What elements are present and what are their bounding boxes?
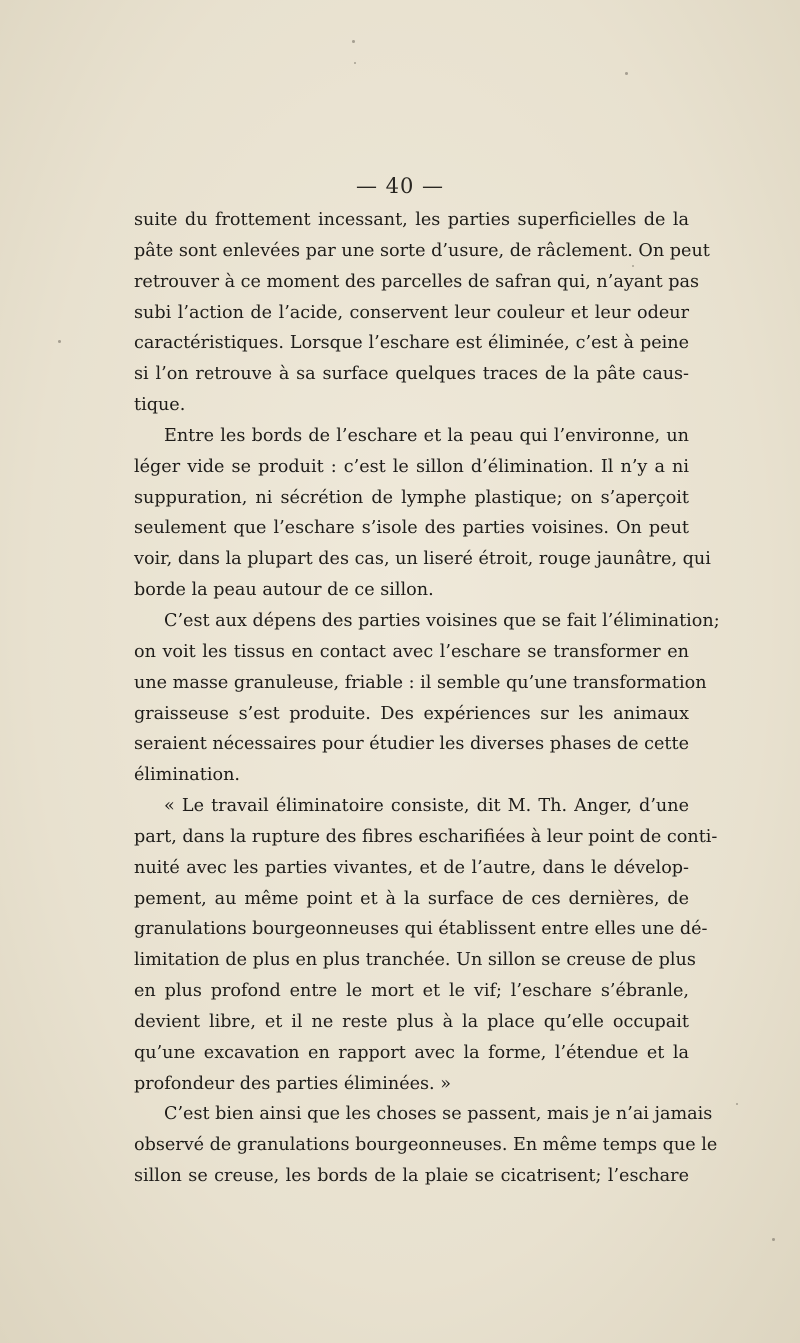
text-line: retrouver à ce moment des parcelles de safran qui, n’ayant pas xyxy=(134,271,700,292)
text-line: borde la peau autour de ce sillon. xyxy=(134,580,434,601)
paper-speck xyxy=(772,1238,775,1241)
text-line: une masse granuleuse, friable : il semble qu’une transformation xyxy=(134,672,707,693)
text-line: suite du frottement incessant, les parties superficielles de la xyxy=(134,210,689,230)
text-line: caractéristiques. Lorsque l’eschare est éliminée, c’est à peine xyxy=(134,333,689,354)
text-line: C’est bien ainsi que les choses se passent, mais je n’ai jamais xyxy=(164,1104,713,1125)
paper-speck xyxy=(625,72,628,75)
text-line: seraient nécessaires pour étudier les diverses phases de cette xyxy=(134,734,689,755)
paper-speck xyxy=(736,1103,738,1105)
text-line: on voit les tissus en contact avec l’eschare se transformer en xyxy=(134,641,689,662)
text-line: tique. xyxy=(134,395,186,416)
text-line: suppuration, ni sécrétion de lymphe plastique; on s’aperçoit xyxy=(134,487,689,508)
text-line: voir, dans la plupart des cas, un liseré étroit, rouge jaunâtre, qui xyxy=(134,549,711,570)
text-line: sillon se creuse, les bords de la plaie se cicatrisent; l’eschare xyxy=(134,1166,689,1187)
text-line: léger vide se produit : c’est le sillon d’élimination. Il n’y a ni xyxy=(134,456,689,477)
body-text xyxy=(134,205,720,1192)
text-line: granulations bourgeonneuses qui établissent entre elles une dé- xyxy=(134,919,708,940)
text-line: limitation de plus en plus tranchée. Un sillon se creuse de plus xyxy=(134,950,696,971)
text-line: « Le travail éliminatoire consiste, dit M. Th. Anger, d’une xyxy=(164,796,689,817)
paper-speck xyxy=(352,40,355,43)
text-line: devient libre, et il ne reste plus à la place qu’elle occupait xyxy=(134,1011,689,1032)
text-line: subi l’action de l’acide, conservent leur couleur et leur odeur xyxy=(134,302,689,323)
paper-speck xyxy=(354,62,356,64)
text-line: en plus profond entre le mort et le vif; l’eschare s’ébranle, xyxy=(134,981,689,1002)
text-line: si l’on retrouve à sa surface quelques traces de la pâte caus- xyxy=(134,364,689,385)
text-line: nuité avec les parties vivantes, et de l’autre, dans le dévelop- xyxy=(134,857,689,878)
text-line: profondeur des parties éliminées. » xyxy=(134,1073,452,1094)
text-line: pâte sont enlevées par une sorte d’usure, de râclement. On peut xyxy=(134,240,710,261)
text-line: observé de granulations bourgeonneuses. En même temps que le xyxy=(134,1135,718,1156)
text-line: Entre les bords de l’eschare et la peau qui l’environne, un xyxy=(164,425,689,446)
page-number: — 40 — xyxy=(355,174,445,198)
text-line: graisseuse s’est produite. Des expériences sur les animaux xyxy=(134,703,689,724)
text-line: C’est aux dépens des parties voisines que se fait l’élimination; xyxy=(164,610,720,631)
text-line: qu’une excavation en rapport avec la forme, l’étendue et la xyxy=(134,1042,689,1063)
text-line: part, dans la rupture des fibres escharifiées à leur point de conti- xyxy=(134,826,718,847)
text-line: seulement que l’eschare s’isole des parties voisines. On peut xyxy=(134,518,689,539)
paper-speck xyxy=(58,340,61,343)
text-line: élimination. xyxy=(134,765,241,786)
paper-speck xyxy=(632,265,634,267)
text-line: pement, au même point et à la surface de ces dernières, de xyxy=(134,888,689,909)
